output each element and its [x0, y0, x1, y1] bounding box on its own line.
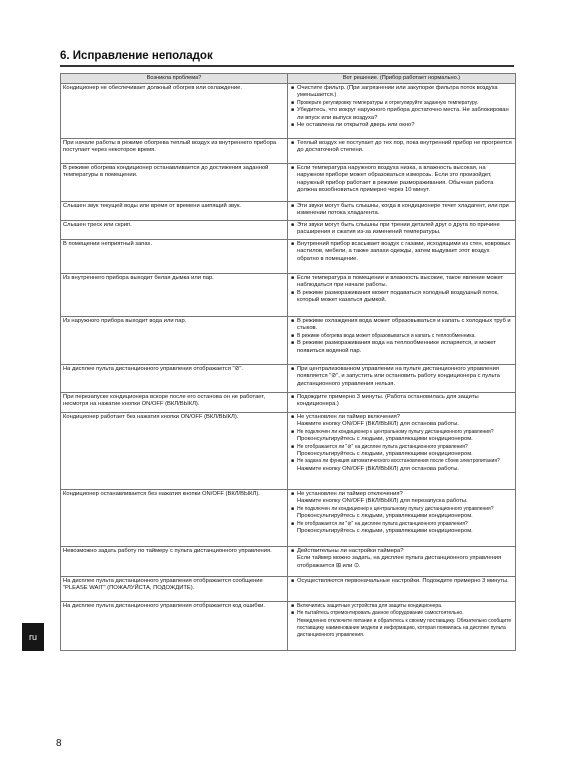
solution-item: [291, 458, 512, 465]
solution-text: Подождите примерно 3 минуты. (Работа остановилась для защиты кондиционера.): [297, 394, 479, 408]
table-row: [61, 490, 515, 547]
solution-text: В режиме обогрева вода может образовываться и капать с теплообменника.: [297, 332, 476, 339]
solution-text: Если температура в помещении и влажность высокие, такое явление может наблюдаться при начале работы.: [297, 275, 504, 289]
solution-text: Проверьте регулировку температуры и отрегулируйте заданную температуру.: [297, 99, 478, 106]
solution-item: [291, 85, 512, 100]
solution-text: Не задана ли функция автоматического восстановления после сбоев электропитания?: [297, 458, 500, 465]
solution-text: В режиме размораживания может подаваться холодный воздушный поток, который может казаться дымкой.: [297, 289, 499, 304]
bullet-icon: ■: [291, 505, 295, 512]
bullet-icon: ■: [291, 85, 295, 91]
solution-text: Проконсультируйтесь с людьми, управляющими кондиционером.: [297, 528, 473, 535]
bullet-icon: ■: [291, 140, 295, 146]
table-row: [61, 84, 515, 139]
solution-text: Не отображается ли "⊘" на дисплее пульта дистанционного управления?: [297, 520, 468, 527]
bullet-icon: ■: [291, 414, 295, 420]
bullet-icon: ■: [291, 340, 295, 347]
bullet-icon: ■: [291, 428, 295, 435]
problem-cell: Из внутреннего прибора выходит белая дымка или пар.: [61, 274, 288, 316]
solution-item: [291, 333, 512, 340]
bullet-icon: ■: [291, 366, 295, 372]
solution-text: В режиме размораживания вода на теплообменнике испаряется, и может появиться водяной пар.: [297, 340, 496, 354]
solution-item: [291, 521, 512, 528]
problem-cell: На дисплее пульта дистанционного управления отображается сообщение "PLEASE WAIT" (ПОЖАЛУЙСТА, ПОДОЖДИТЕ).: [61, 577, 288, 601]
bullet-icon: ■: [291, 222, 295, 228]
bullet-icon: ■: [291, 122, 295, 129]
header-problem: Возникла проблема?: [61, 74, 288, 83]
solution-item: [291, 578, 512, 585]
solution-text: В режиме охлаждения вода может образовываться и капать с холодных труб и стыков.: [297, 318, 511, 332]
solution-text: Немедленно отключите питание и обратитесь к своему поставщику. Обязательно сообщите поставщику наименование модели и информацию, которая появилась на дисплее пульта дистанционного управления.: [297, 617, 512, 638]
table-row: [61, 139, 515, 164]
solution-text: Не пытайтесь отремонтировать данное оборудование самостоятельно.: [297, 610, 464, 617]
solution-item: [291, 165, 512, 195]
solution-text: Проконсультируйтесь с людьми, управляющими кондиционером.: [297, 451, 473, 458]
table-row: [61, 413, 515, 490]
solution-cell: [288, 202, 515, 220]
solution-text: Не установлен ли таймер отключения?: [297, 491, 403, 497]
problem-cell: Невозможно задать работу по таймеру с пульта дистанционного управления.: [61, 547, 288, 576]
troubleshooting-table: [60, 73, 516, 651]
bullet-icon: ■: [291, 520, 295, 527]
solution-item: [291, 498, 512, 505]
problem-cell: На дисплее пульта дистанционного управления отображается код ошибки.: [61, 602, 288, 650]
solution-cell: [288, 602, 515, 650]
solution-text: Эти звуки могут быть слышны при трении деталей друг о друга по причине расширения и сжатия из-за изменений температуры.: [297, 222, 500, 236]
solution-item: [291, 444, 512, 451]
bullet-icon: ■: [291, 548, 295, 554]
table-row: [61, 221, 515, 240]
solution-item: [291, 451, 512, 458]
solution-text: Действительны ли настройки таймера?: [297, 548, 404, 554]
problem-cell: Кондиционер работает без нажатия кнопки ON/OFF (ВКЛ/ВЫКЛ).: [61, 413, 288, 489]
solution-text: Не отображается ли "⊘" на дисплее пульта дистанционного управления?: [297, 443, 468, 450]
solution-cell: [288, 221, 515, 239]
page-number: 8: [56, 738, 62, 749]
solution-text: Включились защитные устройства для защиты кондиционера.: [297, 603, 443, 609]
page-title: 6. Исправление неполадок: [60, 50, 213, 62]
solution-item: [291, 610, 512, 617]
solution-text: Очистите фильтр. (При загрязнении или закупорке фильтра поток воздуха уменьшается.): [297, 85, 498, 99]
solution-cell: [288, 413, 515, 489]
solution-item: [291, 366, 512, 388]
solution-item: [291, 414, 512, 421]
solution-text: Теплый воздух не поступает до тех пор, пока внутренний прибор не прогреется до достаточной степени.: [297, 140, 512, 154]
solution-item: [291, 222, 512, 237]
solution-text: Нажмите кнопку ON/OFF (ВКЛ/ВЫКЛ) для перезапуска работы.: [297, 498, 468, 505]
problem-cell: Слышен треск или скрип.: [61, 221, 288, 239]
solution-text: Проконсультируйтесь с людьми, управляющими кондиционером.: [297, 436, 473, 443]
solution-text: Убедитесь, что вокруг наружного прибора достаточно места. Не заблокирован ли впуск или выпуск воздуха?: [297, 107, 509, 121]
solution-item: [291, 140, 512, 155]
solution-cell: [288, 240, 515, 273]
solution-item: [291, 466, 512, 473]
solution-item: [291, 290, 512, 305]
solution-cell: [288, 577, 515, 601]
bullet-icon: ■: [291, 318, 295, 324]
problem-cell: При начале работы в режиме обогрева теплый воздух из внутреннего прибора поступает через некоторое время.: [61, 139, 288, 163]
table-row: [61, 202, 515, 221]
solution-text: Если таймер можно задать, на дисплее пульта дистанционного управления отображается ⊞ или ⊙.: [297, 555, 502, 569]
table-row: [61, 393, 515, 413]
solution-cell: [288, 274, 515, 316]
problem-cell: В помещении неприятный запах.: [61, 240, 288, 273]
solution-item: [291, 528, 512, 535]
solution-text: Внутренний прибор всасывает воздух с газами, исходящими из стен, ковровых настилов, мебели, а также запахи одежды, затем выдувает этот воздух обратно в помещение.: [297, 241, 511, 262]
bullet-icon: ■: [291, 491, 295, 497]
bullet-icon: ■: [291, 332, 295, 339]
solution-item: [291, 394, 512, 409]
table-row: [61, 577, 515, 602]
solution-item: [291, 122, 512, 129]
solution-item: [291, 100, 512, 107]
table-row: [61, 365, 515, 393]
solution-cell: [288, 490, 515, 546]
bullet-icon: ■: [291, 458, 295, 465]
solution-item: [291, 107, 512, 122]
problem-cell: В режиме обогрева кондиционер останавливается до достижения заданной температуры в помещении.: [61, 164, 288, 201]
solution-item: [291, 275, 512, 290]
solution-item: [291, 421, 512, 428]
problem-cell: Кондиционер не обеспечивает должный обогрев или охлаждение.: [61, 84, 288, 138]
problem-cell: На дисплее пульта дистанционного управления отображается "⊘".: [61, 365, 288, 392]
solution-text: Не подключен ли кондиционер к центральному пульту дистанционного управления?: [297, 428, 494, 435]
table-row: [61, 547, 515, 577]
solution-cell: [288, 164, 515, 201]
solution-text: При централизованном управлении на пульте дистанционного управления появляется "⊘", и запустить или остановить работу кондиционера с пульта дистанционного управления нельзя.: [297, 366, 500, 387]
solution-item: [291, 203, 512, 218]
bullet-icon: ■: [291, 289, 295, 296]
solution-text: Осуществляются первоначальные настройки. Подождите примерно 3 минуты.: [297, 578, 509, 584]
solution-item: [291, 513, 512, 520]
table-row: [61, 317, 515, 365]
table-header: [61, 74, 515, 84]
bullet-icon: ■: [291, 99, 295, 106]
bullet-icon: ■: [291, 275, 295, 281]
header-solution: Вот решение. (Прибор работает нормально.): [342, 75, 461, 81]
solution-cell: [288, 84, 515, 138]
solution-text: Не подключен ли кондиционер к центральному пульту дистанционного управления?: [297, 505, 494, 512]
solution-cell: [288, 365, 515, 392]
solution-item: [291, 340, 512, 355]
solution-item: [291, 318, 512, 333]
solution-item: [291, 618, 512, 639]
bullet-icon: ■: [291, 394, 295, 400]
problem-cell: Из наружного прибора выходит вода или пар.: [61, 317, 288, 364]
problem-cell: Кондиционер останавливается без нажатия кнопки ON/OFF (ВКЛ/ВЫКЛ).: [61, 490, 288, 546]
title-rule: [60, 65, 514, 67]
solution-cell: [288, 393, 515, 412]
solution-cell: [288, 139, 515, 163]
solution-item: [291, 491, 512, 498]
solution-text: Эти звуки могут быть слышны, когда в кондиционере течет хладагент, или при изменении потока хладагента.: [297, 203, 509, 217]
language-tab: ru: [22, 623, 44, 651]
problem-cell: Слышен звук текущей воды или время от времени шипящий звук.: [61, 202, 288, 220]
solution-item: [291, 555, 512, 570]
solution-text: Нажмите кнопку ON/OFF (ВКЛ/ВЫКЛ) для останова работы.: [297, 421, 459, 428]
bullet-icon: ■: [291, 107, 295, 114]
table-row: [61, 240, 515, 274]
table-body: [61, 84, 515, 651]
bullet-icon: ■: [291, 241, 295, 247]
bullet-icon: ■: [291, 203, 295, 209]
solution-text: Проконсультируйтесь с людьми, управляющими кондиционером.: [297, 513, 473, 520]
problem-cell: При перезапуске кондиционера вскоре после его останова он не работает, несмотря на нажатие кнопки ON/OFF (ВКЛ/ВЫКЛ).: [61, 393, 288, 412]
solution-text: Не оставлена ли открытой дверь или окно?: [297, 122, 415, 129]
bullet-icon: ■: [291, 578, 295, 584]
solution-cell: [288, 317, 515, 364]
bullet-icon: ■: [291, 610, 295, 617]
table-row: [61, 274, 515, 317]
solution-item: [291, 436, 512, 443]
bullet-icon: ■: [291, 165, 295, 171]
table-row: [61, 602, 515, 651]
solution-item: [291, 241, 512, 263]
solution-cell: [288, 547, 515, 576]
bullet-icon: ■: [291, 603, 295, 609]
table-row: [61, 164, 515, 202]
solution-text: Не установлен ли таймер включения?: [297, 414, 401, 420]
bullet-icon: ■: [291, 443, 295, 450]
solution-text: Если температура наружного воздуха низка, а влажность высокая, на наружном приборе может образоваться изморозь. Если это произойдет, наружный прибор работает в режиме размораживания. Обычная работа должна возобновиться примерно через 10 минут.: [297, 165, 494, 194]
solution-text: Нажмите кнопку ON/OFF (ВКЛ/ВЫКЛ) для останова работы.: [297, 465, 459, 472]
